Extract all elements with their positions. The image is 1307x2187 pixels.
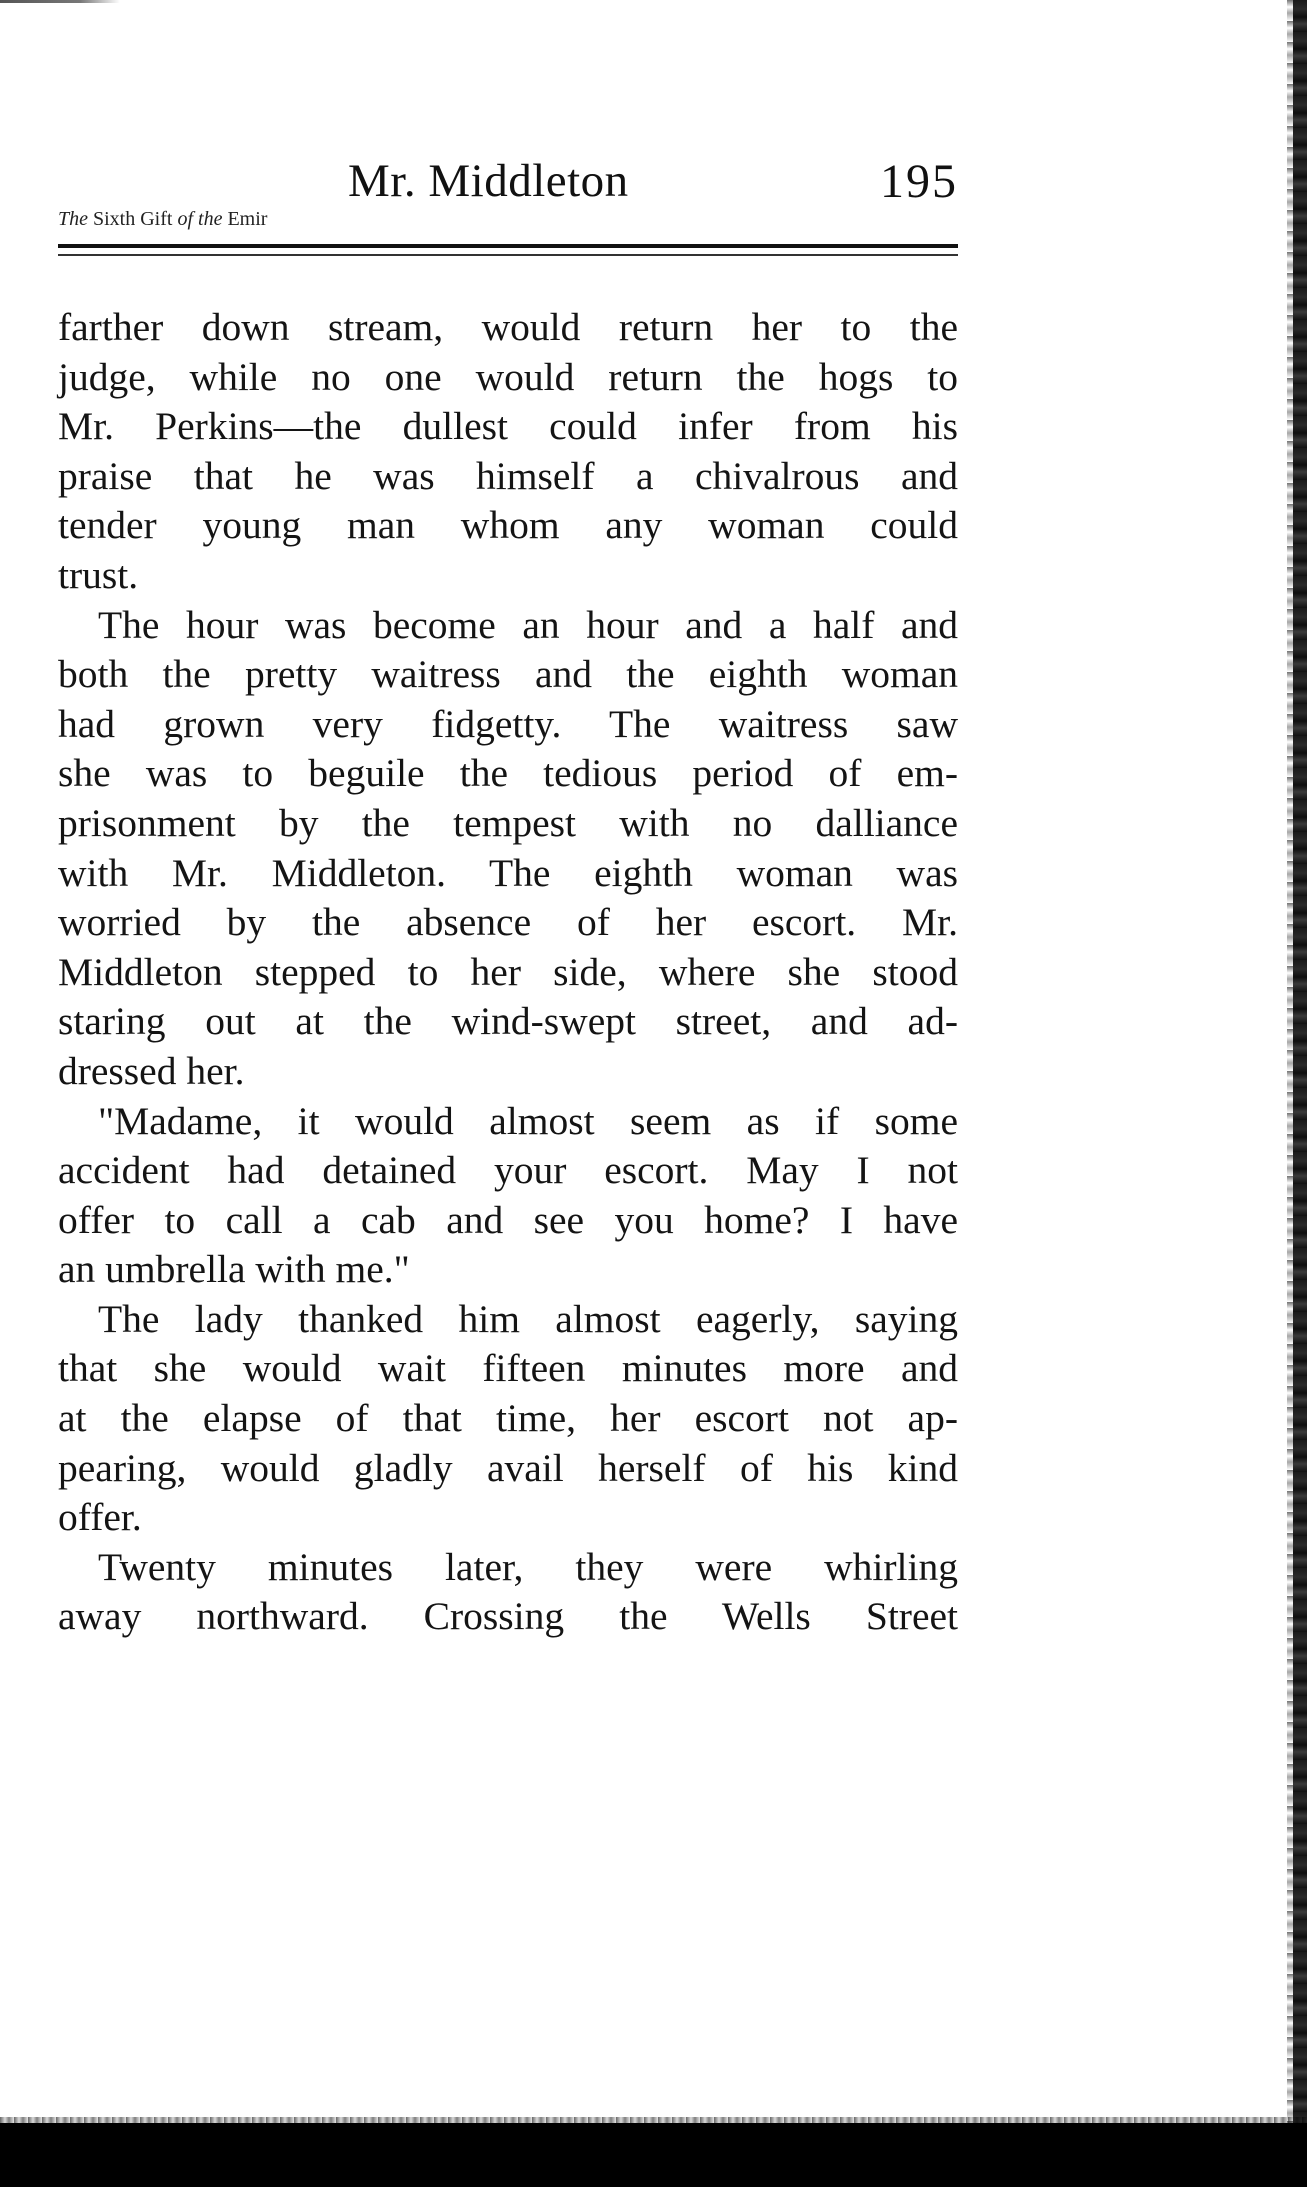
paragraph-1 <box>58 303 958 601</box>
paragraph-4 <box>58 1295 958 1543</box>
text-line: The lady thanked him almost eagerly, saying <box>98 1296 958 1341</box>
text-line: worried by the absence of her escort. Mr. <box>58 900 958 945</box>
page-number: 195 <box>880 155 958 208</box>
paragraph-5 <box>58 1543 958 1642</box>
text-line: she was to beguile the tedious period of em- <box>58 751 958 796</box>
text-line: accident had detained your escort. May I not <box>58 1148 958 1193</box>
text-line: Mr. Perkins—the dullest could infer from his <box>58 404 958 449</box>
body-text <box>58 303 958 1642</box>
running-head-sixth-gift: Sixth Gift <box>93 208 173 230</box>
running-head-of-the: of the <box>177 208 223 230</box>
text-line: had grown very fidgetty. The waitress saw <box>58 701 958 746</box>
paragraph-3 <box>58 1097 958 1295</box>
paragraph-2 <box>58 601 958 1097</box>
text-line: Middleton stepped to her side, where she stood <box>58 949 958 994</box>
text-line: with Mr. Middleton. The eighth woman was <box>58 850 958 895</box>
text-line: pearing, would gladly avail herself of his kind <box>58 1445 958 1490</box>
text-line: both the pretty waitress and the eighth woman <box>58 652 958 697</box>
header-rule-thick <box>58 244 958 248</box>
text-line: away northward. Crossing the Wells Street <box>58 1594 958 1639</box>
running-head <box>58 208 267 231</box>
text-line: judge, while no one would return the hogs to <box>58 354 958 399</box>
page-title: Mr. Middleton <box>348 155 629 207</box>
text-line: trust. <box>58 552 139 597</box>
text-line: an umbrella with me." <box>58 1247 410 1292</box>
running-head-emir: Emir <box>227 208 268 230</box>
text-line: praise that he was himself a chivalrous and <box>58 453 958 498</box>
top-scan-rule <box>0 0 1307 3</box>
text-line: prisonment by the tempest with no dalliance <box>58 800 958 845</box>
running-head-the: The <box>58 208 88 230</box>
text-line: staring out at the wind-swept street, and ad- <box>58 999 958 1044</box>
text-line: dressed her. <box>58 1048 245 1093</box>
text-line: "Madame, it would almost seem as if some <box>98 1098 958 1143</box>
text-line: farther down stream, would return her to the <box>58 305 958 349</box>
text-line: offer to call a cab and see you home? I have <box>58 1197 958 1242</box>
right-page-edge <box>1293 0 1307 2187</box>
text-line: tender young man whom any woman could <box>58 503 958 548</box>
text-line: that she would wait fifteen minutes more and <box>58 1346 958 1391</box>
text-line: Twenty minutes later, they were whirling <box>98 1544 958 1589</box>
header-rule-thin <box>58 254 958 256</box>
text-line: The hour was become an hour and a half and <box>98 602 958 647</box>
text-line: at the elapse of that time, her escort not ap- <box>58 1396 958 1441</box>
bottom-scan-border <box>0 2123 1307 2187</box>
text-line: offer. <box>58 1495 142 1540</box>
